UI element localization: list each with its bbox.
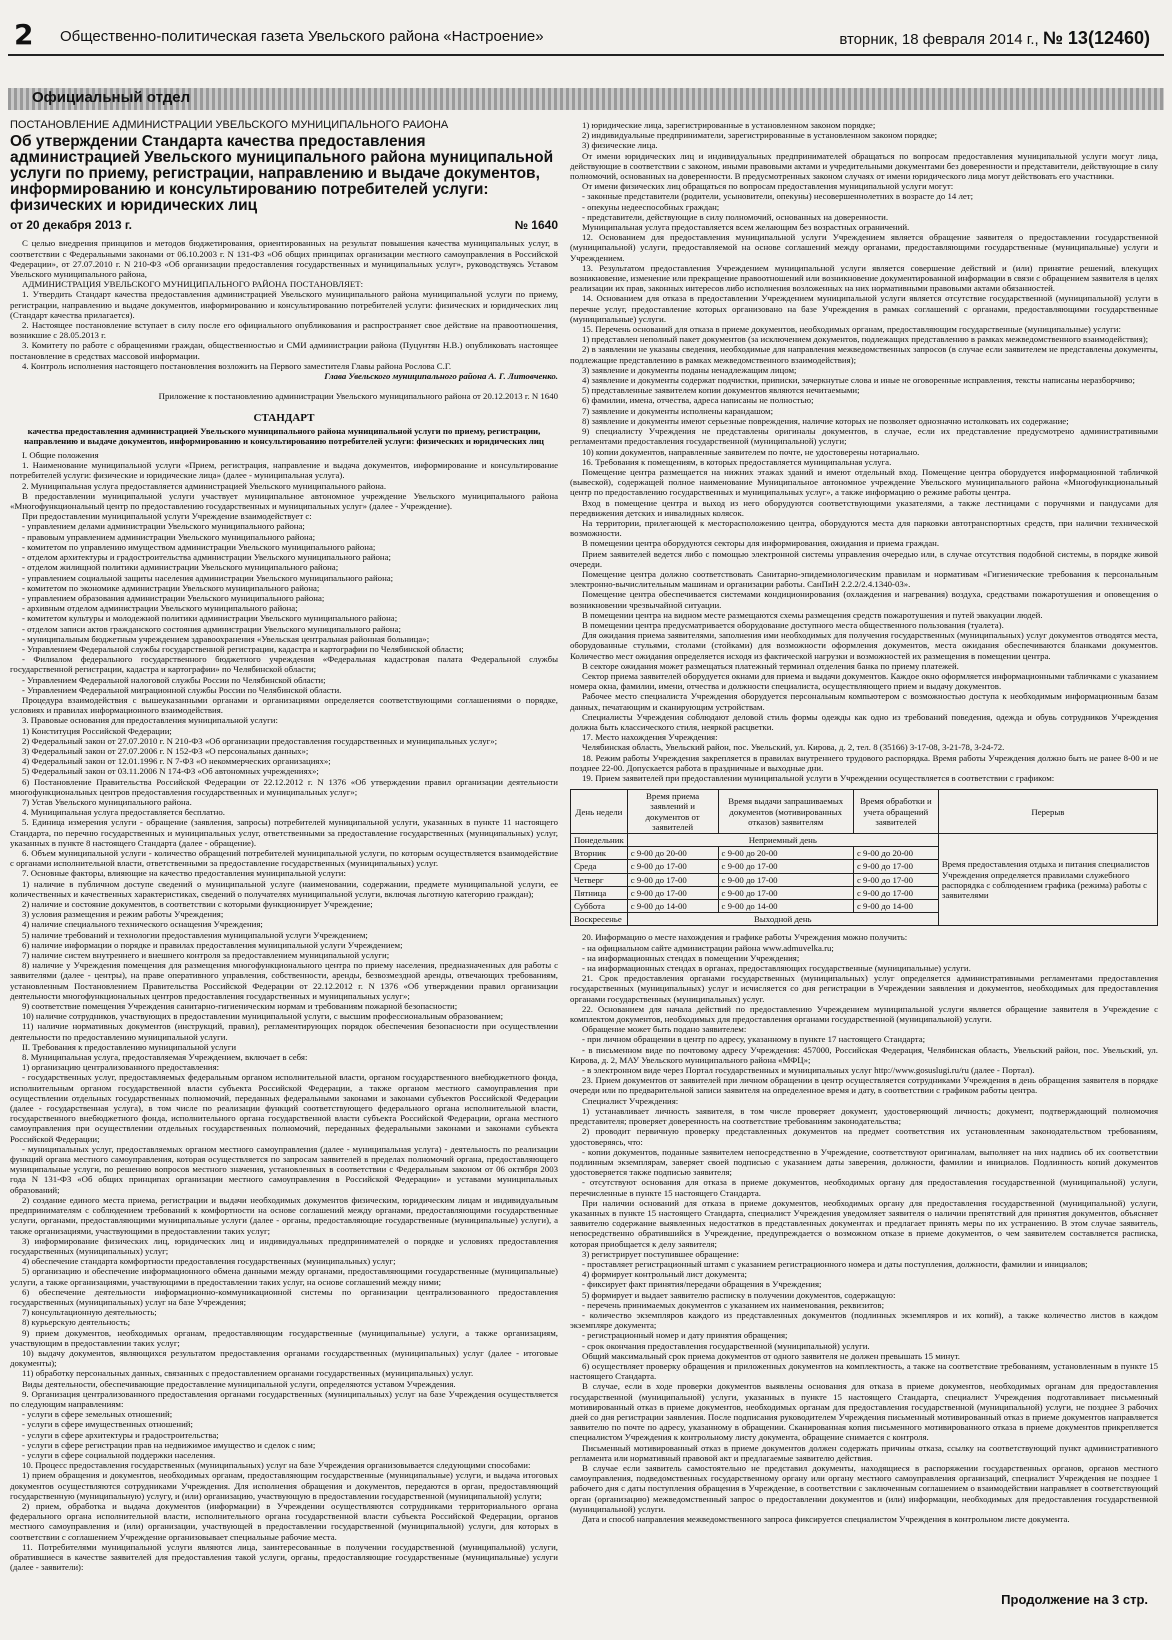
paragraph: От имени физических лиц обращаться по вопросам предоставления муниципальной услуги могут: — [582, 181, 954, 192]
paragraph: I. Общие положения — [22, 450, 99, 461]
paragraph: 8. Муниципальная услуга, предоставляемая Учреждением, включает в себя: — [22, 1052, 308, 1063]
paragraph: 6) фамилии, имена, отчества, адреса написаны не полностью; — [582, 395, 814, 406]
schedule-time-cell: с 9-00 до 17-00 — [718, 886, 853, 899]
paragraph: - услуги в сфере земельных отношений; — [22, 1409, 173, 1420]
paragraph: Вход в помещение центра и выход из него оборудуются соответствующими указателями, а также лестницами с поручнями и пандусами для передвижения детских и инвалидных колясок. — [570, 497, 1158, 518]
paragraph: - регистрационный номер и дату принятия обращения; — [582, 1330, 788, 1341]
schedule-body — [571, 834, 1158, 926]
paragraph: Письменный мотивированный отказ в приеме документов должен содержать причины отказа, ссылку на соответствующий пункт административного регламента или нормативный правовой акт и предлагаемые заявителю действия. — [570, 1442, 1158, 1463]
decree-kicker: ПОСТАНОВЛЕНИЕ АДМИНИСТРАЦИИ УВЕЛЬСКОГО МУНИЦИПАЛЬНОГО РАЙОНА — [10, 120, 449, 131]
paragraph: - в электронном виде через Портал государственных и муниципальных услуг http://www.gosuslugi.ru/ru (далее - Портал). — [582, 1065, 1035, 1076]
paragraph: - правовым управлением администрации Увельского муниципального района; — [22, 531, 316, 542]
paragraph: Помещение центра обеспечивается системами кондиционирования (охлаждения и нагревания) воздуха, средствами пожаротушения и оповещения о возникновении чрезвычайной ситуации. — [570, 589, 1158, 610]
paragraph: 1) юридические лица, зарегистрированные в установленном законом порядке; — [582, 120, 876, 130]
paragraph: - на официальном сайте администрации района www.admuvelka.ru; — [582, 942, 834, 953]
section-band — [8, 88, 1164, 110]
paragraph: 1) организацию централизованного предоставления: — [22, 1062, 220, 1073]
paragraph: 23. Прием документов от заявителей при личном обращении в центр осуществляется сотрудниками Учреждения в день обращения заявителя в порядке очереди или по предварительной записи заявителя на определенное время и дату, в соответствии с графиком работы центра. — [570, 1075, 1158, 1096]
paragraph: 3) регистрирует поступившее обращение: — [582, 1248, 739, 1259]
schedule-time-cell: с 9-00 до 14-00 — [718, 900, 853, 913]
decree-paragraphs — [10, 238, 558, 371]
paragraph: Обращение может быть подано заявителем: — [582, 1024, 747, 1035]
paragraph: 9) соответствие помещения Учреждения санитарно-гигиеническим нормам и требованиям пожарной безопасности; — [22, 1001, 458, 1012]
schedule-time-cell: с 9-00 до 17-00 — [853, 860, 938, 873]
decree-date-line — [10, 218, 558, 233]
schedule-time-cell: с 9-00 до 17-00 — [627, 860, 718, 873]
schedule-note-cell: Неприемный день — [627, 834, 938, 847]
paragraph: 2) наличие и состояние документов, в соответствии с которыми функционирует Учреждение; — [22, 899, 373, 909]
paragraph: 20. Информацию о месте нахождения и графике работы Учреждения можно получить: — [582, 932, 908, 943]
paragraph: 12. Основанием для предоставления муниципальной услуги Учреждением является обращение заявителя о предоставлении государственной (муниципальной) услуги, предоставляемой на основе соглашений между органами, предоставляющими государственные (муниципальные) услуги и Учреждением. — [570, 232, 1158, 263]
paragraph: 3) условия размещения и режим работы Учреждения; — [22, 909, 224, 920]
schedule-break-cell: Время предоставления отдыха и питания специалистов Учреждения определяется правилами служебного распорядка с соблюдением графика (режима) работы с заявителями — [938, 834, 1157, 926]
paragraph: В помещении центра предусматривается оборудование доступного места общественного пользования (туалета). — [582, 619, 1004, 630]
schedule-header-day: День недели — [571, 790, 628, 834]
paragraph: 1) прием обращения и документов, необходимых органам, предоставляющим государственные (муниципальные) услуги, и выдача итоговых документов осуществляются сотрудниками Учреждения. Для исполнения обращения и документов, передаются в орган, предоставляющий государственную (муниципальную) услугу, и (или) организацию, участвующую в предоставлении государственной (муниципальной) услуги; — [10, 1470, 558, 1501]
paragraph: 8) наличие у Учреждения помещения для размещения многофункционального центра по приему населения, предназначенных для работы с заявителями (далее - центры), на праве оперативного управления, собственности, аренды, безвозмездной аренды, отвечающих требованиям, установленным Постановлением Правительства Российской Федерации от 22.12.2012 г. N 1376 «Об утверждении правил организации деятельности многофункциональных центров предоставления государственных и муниципальных услуг»; — [10, 960, 558, 1001]
paragraph: Виды деятельности, обеспечивающие предоставление муниципальной услуги, определяются уставом Учреждения. — [22, 1378, 456, 1389]
paragraph: 1) устанавливает личность заявителя, в том числе проверяет документ, удостоверяющий личность; документ, подтверждающий полномочия представителя; проверяет доверенность на соответствие требованиям законодательства; — [570, 1105, 1158, 1127]
schedule-day-cell: Среда — [571, 860, 628, 873]
paragraph: - Управлением Федеральной миграционной службы России по Челябинской области. — [22, 684, 342, 695]
paragraph: 1. Утвердить Стандарт качества предоставления администрацией Увельского муниципального района муниципальной услуги по приему, регистрации, направлению и выдаче документов, информированию и консультированию потребителей услуги: физических и юридических лиц (Стандарт качества прилагается). — [10, 289, 558, 320]
paragraph: 1. Наименование муниципальной услуги «Прием, регистрация, направление и выдача документов, информирование и консультирование потребителей услуги: физические и юридические лица» (далее - муниципальная услуга). — [10, 460, 558, 481]
paragraph: АДМИНИСТРАЦИЯ УВЕЛЬСКОГО МУНИЦИПАЛЬНОГО РАЙОНА ПОСТАНОВЛЯЕТ: — [22, 279, 364, 290]
paragraph: 2) Федеральный закон от 27.07.2010 г. N 210-ФЗ «Об организации предоставления государственных и муниципальных услуг»; — [22, 735, 498, 746]
paragraph: - количество экземпляров каждого из представленных документов (подлинных экземпляров и их копий), а также количество листов в каждом экземпляре документа; — [570, 1309, 1158, 1331]
paragraph: 5) формирует и выдает заявителю расписку в получении документов, содержащую: — [582, 1289, 896, 1300]
paragraph: - комитетом по управлению имуществом администрации Увельского муниципального района; — [22, 541, 376, 552]
paragraph: - Управлением Федеральной налоговой службы России по Челябинской области; — [22, 674, 326, 685]
schedule-day-cell: Вторник — [571, 847, 628, 860]
continued-note: Продолжение на 3 стр. — [1001, 1592, 1148, 1607]
page-header — [8, 14, 1164, 56]
appendix-note: Приложение к постановлению администрации Увельского муниципального района от 20.12.2013 г. N 1640 — [158, 391, 558, 402]
paragraph: 9. Организация централизованного предоставления органами государственных (муниципальных) услуг на базе Учреждения осуществляется по следующим направлениям: — [10, 1388, 558, 1409]
paragraph: - государственных услуг, предоставляемых федеральным органом исполнительной власти, органом государственного внебюджетного фонда, исполнительным органом государственной власти субъекта Российской Федерации, а также органом местного самоуправления при осуществлении отдельных государственных полномочий, переданных федеральными законами и законами субъектов Российской Федерации (далее - государственная услуга), в том числе по реализации функций соответствующего федерального органа исполнительной власти, государственного внебюджетного фонда, исполнительного органа государственной власти субъекта Российской Федерации, органа местного самоуправления при осуществлении отдельных государственных полномочий, переданных федеральными законами и законами субъекта Российской Федерации; — [10, 1072, 558, 1144]
issue-info — [839, 28, 1150, 49]
schedule-day-cell: Понедельник — [571, 834, 628, 847]
decree-number: № 1640 — [514, 218, 558, 233]
schedule-time-cell: с 9-00 до 20-00 — [718, 847, 853, 860]
paragraph: Специалист Учреждения: — [582, 1095, 679, 1106]
paragraph: - на информационных стендах в помещении Учреждения; — [582, 952, 800, 963]
paragraph: 19. Прием заявителей при предоставлении муниципальной услуги в Учреждении осуществляется в соответствии с графиком: — [582, 773, 1055, 783]
paragraph: 3. Правовые основания для предоставления муниципальной услуги: — [22, 715, 278, 726]
paragraph: - законные представители (родители, усыновители, опекуны) несовершеннолетних в возрасте до 14 лет; — [582, 191, 974, 202]
paragraph: Челябинская область, Увельский район, пос. Увельский, ул. Кирова, д. 2, тел. 8 (35166) 3-17-08, 3-21-78, 3-24-72. — [582, 742, 1005, 753]
paragraph: - отделом архитектуры и градостроительства администрации Увельского муниципального района; — [22, 552, 391, 563]
paragraph: 10. Процесс предоставления государственных (муниципальных) услуг на базе Учреждения организовывается следующими способами: — [22, 1460, 531, 1471]
paragraph: 1) представлен неполный пакет документов (за исключением документов, подлежащих представлению в рамках межведомственного взаимодействия); — [582, 334, 1149, 345]
paragraph: - опекуны недееспособных граждан; — [582, 201, 720, 212]
paragraph: Помещение центра размещается на нижних этажах зданий и имеют отдельный вход. Помещение центра оборудуется информационной табличкой (вывеской), содержащей полное наименование Муниципальное автономное учреждение Увельского муниципального района «Многофункциональный центр по предоставлению государственных и муниципальных услуг», а также информацию о режиме работы центра. — [570, 466, 1158, 498]
paragraph: 6) наличие информации о порядке и правилах предоставления муниципальной услуги Учреждением; — [22, 939, 403, 950]
schedule-time-cell: с 9-00 до 14-00 — [853, 900, 938, 913]
paragraph: 9) прием документов, необходимых органам, предоставляющим государственные (муниципальные) услуги, а также организациям, участвующим в предоставлении таких услуг; — [10, 1327, 558, 1348]
paragraph: 4) наличие специального технического оснащения Учреждения; — [22, 919, 263, 930]
paragraph: В случае если заявитель самостоятельно не представил документы, находящиеся в распоряжении государственных органов, органов местного самоуправления, подведомственных государственному органу или органу местного самоуправления организаций, специалист Учреждения не позднее 1 рабочего дня с даты поступления обращения в Учреждение, в соответствии с заключенным соглашением о взаимодействии направляет в соответствующий орган (организацию) межведомственный запрос о предоставлении документов и (или) информации, необходимых для предоставления государственной (муниципальной) услуги. — [570, 1463, 1158, 1514]
paragraph: Рабочее место специалиста Учреждения оборудуется персональным компьютером с возможностью доступа к необходимым информационным базам данных, печатающим и сканирующим устройствам. — [570, 691, 1158, 712]
paragraph: 18. Режим работы Учреждения закрепляется в правилах внутреннего трудового распорядка. Время работы Учреждения должно быть не ранее 8-00 и не позднее 22-00. Допускается работа в праздничные и выходные дни. — [570, 752, 1158, 773]
paragraph: 3) заявление и документы поданы ненадлежащим лицом; — [582, 364, 797, 375]
paragraph: - копии документов, поданные заявителем непосредственно в Учреждение, соответствуют оригиналам, выполняет на них надпись об их соответствии подлинным экземплярам, заверяет своей подписью с указанием даты заверения, должности, фамилии и инициалов. Подлинность копий документов удостоверяется также подписью заявителя; — [570, 1146, 1158, 1178]
paragraph: - управлением образования администрации Увельского муниципального района; — [22, 592, 325, 603]
paragraph: - в письменном виде по почтовому адресу Учреждения: 457000, Российская Федерация, Челябинская область, Увельский район, пос. Увельский, ул. Кирова, д. 2, МАУ Увельского муниципального района «МФЦ»; — [570, 1044, 1158, 1065]
paragraph: 9) специалисту Учреждения не представлены оригиналы документов, в случае, если их представление предусмотрено административными регламентами предоставления государственной (муниципальной) услуги; — [570, 426, 1158, 447]
paragraph: Специалисты Учреждения соблюдают деловой стиль формы одежды как одно из требований поведения, одежда и обувь сотрудников Учреждения должна быть классического стиля, неяркой расцветки. — [570, 711, 1158, 732]
paragraph: 5) Федеральный закон от 03.11.2006 N 174-ФЗ «Об автономных учреждениях»; — [22, 766, 319, 777]
paragraph: 2) прием, обработка и выдача документов (информации) в Учреждении осуществляются сотрудниками территориального органа федерального органа исполнительной власти, исполнительного органа государственной власти субъекта Российской Федерации, органов местного самоуправления и (или) организации, участвующей в предоставлении государственной (муниципальной) услуги, для которых в соответствии с соглашением Учреждение организовывает специальные рабочие места. — [10, 1500, 558, 1542]
schedule-header-issue: Время выдачи запрашиваемых документов (мотивированных отказов) заявителям — [718, 790, 853, 834]
schedule-header-processing: Время обработки и учета обращений заявителей — [853, 790, 938, 834]
paragraph: 10) копии документов, направленные заявителем по почте, не удостоверены нотариально. — [582, 446, 920, 457]
paragraph: 4) обеспечение стандарта комфортности предоставления государственных (муниципальных) услуг; — [22, 1256, 396, 1267]
paragraph: 3) Федеральный закон от 27.07.2006 г. N 152-ФЗ «О персональных данных»; — [22, 745, 309, 756]
paragraph: - комитетом культуры и молодежной политики администрации Увельского муниципального района; — [22, 613, 398, 624]
paragraph: - архивным отделом администрации Увельского муниципального района; — [22, 603, 298, 614]
decree-date: от 20 декабря 2013 г. — [10, 218, 132, 233]
table-row — [571, 834, 1158, 847]
paragraph: 6) обеспечение деятельности информационно-коммуникационной системы по организации централизованного предоставления государственных (муниципальных) услуг на базе Учреждения; — [10, 1286, 558, 1307]
paragraph: - муниципальных услуг, предоставляемых органом местного самоуправления (далее - муниципальная услуга) - деятельность по реализации функций органа местного самоуправления, которая осуществляется по запросам заявителей в пределах полномочий органа, предоставляющего муниципальные услуги, по решению вопросов местного значения, установленных в соответствии с Федеральным законом от 06 октября 2003 года N 131-ФЗ «Об общих принципах организации местного самоуправления в Российской Федерации» и уставами муниципальных образований; — [10, 1143, 558, 1195]
paragraph: - услуги в сфере социальной поддержки населения. — [22, 1449, 216, 1460]
schedule-time-cell: с 9-00 до 17-00 — [853, 873, 938, 886]
right-column — [570, 120, 1158, 1620]
paragraph: 7) заявление и документы исполнены карандашом; — [582, 405, 774, 416]
paragraph: 5) наличие требований и технологии предоставления муниципальной услуги Учреждением; — [22, 929, 368, 940]
paragraph: 4) заявление и документы содержат подчистки, приписки, зачеркнутые слова и иные не оговоренные исправления, тексты написаны неразборчиво; — [582, 375, 1135, 386]
paragraph: 2) индивидуальные предприниматели, зарегистрированные в установленном законом порядке; — [582, 130, 938, 141]
schedule-time-cell: с 9-00 до 17-00 — [627, 886, 718, 899]
page-number: 2 — [14, 18, 34, 51]
issue-date: вторник, 18 февраля 2014 г., — [839, 31, 1039, 48]
paragraph: В случае, если в ходе проверки документов выявлены основания для отказа в приеме документов, необходимых органам для предоставления государственной (муниципальной) услуги, указанных в пункте 15 настоящего Стандарта, специалист Учреждения подготавливает письменный мотивированный отказ в приеме документов, необходимых органам для предоставления государственной (муниципальной) услуги, не позднее 3 рабочих дней со дня регистрации заявления. После подписания руководителем Учреждения письменный мотивированный отказ в приеме документов направляется заявителю по почте по адресу, указанному в обращении. Сканированная копия письменного мотивированного отказа в приеме документов прикрепляется специалистом Учреждения к контрольному листу документа, обращение снимается с контроля. — [570, 1381, 1158, 1443]
schedule-table — [570, 789, 1158, 926]
section-title: Официальный отдел — [32, 89, 191, 106]
paragraph: 11) обработку персональных данных, связанных с предоставлением органами государственных (муниципальных) услуг. — [22, 1368, 474, 1379]
paragraph: - при личном обращении в центр по адресу, указанному в пункте 17 настоящего Стандарта; — [582, 1034, 926, 1045]
paragraph: 4) формирует контрольный лист документа; — [582, 1269, 748, 1280]
paragraph: - Управлением Федеральной службы государственной регистрации, кадастра и картографии по Челябинской области; — [22, 643, 464, 654]
paragraph: 10) наличие сотрудников, участвующих в предоставлении муниципальной услуги, с высшим профессиональным образованием; — [22, 1011, 504, 1022]
paragraph: 11. Потребителями муниципальной услуги являются лица, заинтересованные в получении государственной (муниципальной) услуги, обратившиеся в качестве заявителей для предоставления такой услуги, органы, предоставляющие государственные (муниципальные) услуги (далее - заявители): — [10, 1541, 558, 1573]
paragraph: 2) проводит первичную проверку представленных документов на предмет соответствия их установленным законодательством требованиям, удостоверяясь, что: — [570, 1126, 1158, 1147]
paragraph: 2) создание единого места приема, регистрации и выдачи необходимых документов физическим, юридическим лицам и индивидуальным предпринимателям с соблюдением требований к комфортности на основе соглашений между органами, предоставляющими государственные услуги, органами, предоставляющими муниципальные услуги (далее - органы, предоставляющие государственные (муниципальные) услуги), а также организациями, участвующими в предоставлении таких услуг; — [10, 1194, 558, 1236]
paragraph: - срок окончания предоставления государственной (муниципальной) услуги. — [582, 1340, 870, 1351]
paragraph: 4. Муниципальная услуга предоставляется бесплатно. — [22, 807, 225, 818]
paragraph: В секторе ожидания может размещаться платежный терминал отделения банка по приему платежей. — [582, 660, 959, 671]
schedule-header-intake: Время приема заявлений и документов от заявителей — [627, 790, 718, 834]
paragraph: 13. Результатом предоставления Учреждением муниципальной услуги является совершение действий и (или) принятие решений, влекущих возникновение, изменение или прекращение правоотношений или возникновение документированной информации в связи с обращением заявителя в целях реализации их прав, законных интересов либо исполнения возложенных на них нормативными правовыми актами обязанностей. — [570, 262, 1158, 294]
schedule-time-cell: с 9-00 до 17-00 — [627, 873, 718, 886]
decree-signer: Глава Увельского муниципального района А. Г. Литовченко. — [324, 371, 558, 382]
paragraph: На территории, прилегающей к месторасположению центра, оборудуются места для парковки автотранспортных средств, при наличии технической возможности. — [570, 517, 1158, 539]
paragraph: - услуги в сфере архитектуры и градостроительства; — [22, 1429, 219, 1440]
paragraph: Процедура взаимодействия с вышеуказанными органами и организациями определяется соответствующими соглашениями о порядке, условиях и правилах информационного взаимодействия. — [10, 694, 558, 716]
paragraph: 2. Настоящее постановление вступает в силу после его официального опубликования и распространяет свое действие на правоотношения, возникшие с 28.05.2013 г. — [10, 320, 558, 341]
paragraph: 6. Объем муниципальной услуги - количество обращений потребителей муниципальной услуги, по которым осуществляется взаимодействие с органами исполнительной власти, ответственными за предоставление государственных (муниципальных) услуг. — [10, 847, 558, 869]
schedule-time-cell: с 9-00 до 17-00 — [853, 886, 938, 899]
schedule-time-cell: с 9-00 до 14-00 — [627, 900, 718, 913]
paragraph: Муниципальная услуга предоставляется всем желающим без возрастных ограничений. — [582, 222, 910, 233]
paragraph: С целью внедрения принципов и методов бюджетирования, ориентированных на результат повышения качества муниципальных услуг, в соответствии с Федеральными законами от 06.10.2003 г. N 131-ФЗ «Об общих принципах организации местного самоуправления в Российской Федерации», от 27.07.2010 г. N 210-ФЗ «Об организации предоставления государственных и муниципальных услуг», руководствуясь Уставом Увельского муниципального района, — [10, 238, 558, 280]
paragraph: 15. Перечень оснований для отказа в приеме документов, необходимых органам, предоставляющим государственные (муниципальные) услуги: — [582, 324, 1121, 335]
paragraph: Дата и способ направления межведомственного запроса фиксируется специалистом Учреждения в контрольном листе документа. — [582, 1514, 1070, 1525]
paragraph: 4) Федеральный закон от 12.01.1996 г. N 7-ФЗ «О некоммерческих организациях»; — [22, 756, 331, 767]
paragraph: 16. Требования к помещениям, в которых предоставляется муниципальная услуга. — [582, 456, 892, 467]
paragraph: - услуги в сфере имущественных отношений; — [22, 1419, 193, 1430]
paragraph: 3) физические лица. — [582, 140, 658, 151]
standard-title: СТАНДАРТ — [253, 412, 315, 425]
paragraph: - муниципальным бюджетным учреждением здравоохранения «Увельская центральная районная больница»; — [22, 633, 430, 644]
paragraph: - услуги в сфере регистрации прав на недвижимое имущество и сделок с ним; — [22, 1439, 316, 1450]
paragraph: При наличии оснований для отказа в приеме документов, необходимых органу для предоставления государственной (муниципальной) услуги, указанных в пункте 15 настоящего Стандарта, специалист Учреждения уведомляет заявителя о наличии препятствий для принятия документов, объясняет заявителю содержание выявленных недостатков в представленных документах и предлагает принять меры по их устранению. В этом случае заявитель, непосредственно обратившийся в Учреждение, предупреждается о возможном отказе в приеме документов, о чем заявителем составляется расписка, которая приобщается к делу заявителя; — [570, 1197, 1158, 1249]
paragraph: 3) информирование физических лиц, юридических лиц и индивидуальных предпринимателей о порядке и условиях предоставления государственных (муниципальных) услуг; — [10, 1235, 558, 1256]
standard-body-continued — [570, 120, 1158, 783]
paragraph: 2) в заявлении не указаны сведения, необходимые для направления межведомственных запросов (в случае если заявителем не представлены документы, подлежащие представлению в рамках межведомственного взаимодействия); — [570, 344, 1158, 365]
paragraph: 1) Конституция Российской Федерации; — [22, 725, 172, 736]
paragraph: В помещении центра оборудуются секторы для информирования, ожидания и приема граждан. — [582, 538, 940, 549]
paragraph: 17. Место нахождения Учреждения: — [582, 732, 718, 743]
paragraph: 1) наличие в публичном доступе сведений о муниципальной услуге (наименовании, содержании, предмете муниципальной услуги, ее количественных и качественных характеристиках, сведений о получателях муниципальной услуги, включая льготную категорию граждан); — [10, 878, 558, 899]
paragraph: 7) наличие систем внутреннего и внешнего контроля за предоставлением муниципальной услуги; — [22, 950, 390, 961]
paragraph: 7. Основные факторы, влияющие на качество предоставления муниципальной услуги: — [22, 868, 346, 879]
paragraph: 7) консультационную деятельность; — [22, 1307, 157, 1318]
newspaper-name: Общественно-политическая газета Увельского района «Настроение» — [60, 28, 544, 45]
schedule-header-row — [571, 790, 1158, 834]
issue-number: № 13(12460) — [1042, 28, 1150, 48]
paragraph: Для ожидания приема заявителями, заполнения ими необходимых для получения государственных (муниципальных) услуг документов отводятся места, оборудованные стульями, столами (стойками) для возможности оформления документов, места ожидания обеспечиваются бланками документов. Количество мест ожидания определяется исходя из фактической нагрузки и возможностей их размещения в помещении центра. — [570, 630, 1158, 661]
paragraph: 14. Основанием для отказа в предоставлении Учреждением муниципальной услуги является отсутствие государственной (муниципальной) услуги в перечне услуг, предоставление которых организовано на базе Учреждения в рамках соглашений с органами, предоставляющими государственные (муниципальные) услуги. — [570, 293, 1158, 324]
paragraph: 7) Устав Увельского муниципального района. — [22, 796, 192, 807]
standard-body-final — [570, 932, 1158, 1524]
paragraph: - управлением делами администрации Увельского муниципального района; — [22, 521, 305, 532]
paragraph: Прием заявителей ведется либо с помощью электронной системы управления очередью или, в случае отсутствия подобной системы, в порядке живой очереди. — [570, 548, 1158, 569]
schedule-day-cell: Пятница — [571, 886, 628, 899]
paragraph: Общий максимальный срок приема документов от одного заявителя не должен превышать 15 минут. — [582, 1350, 960, 1361]
paragraph: - отсутствуют основания для отказа в приеме документов, необходимых органу для предоставления государственной (муниципальной) услуги, перечисленные в пункте 15 настоящего Стандарта. — [570, 1177, 1158, 1198]
schedule-time-cell: с 9-00 до 20-00 — [627, 847, 718, 860]
paragraph: - отделом записи актов гражданского состояния администрации Увельского муниципального района; — [22, 623, 401, 634]
paragraph: - управлением социальной защиты населения администрации Увельского муниципального района; — [22, 572, 394, 583]
paragraph: В помещении центра на видном месте размещаются схемы размещения средств пожаротушения и путей эвакуации людей. — [582, 609, 1043, 620]
paragraph: 6) Постановление Правительства Российской Федерации от 22.12.2012 г. N 1376 «Об утверждении правил организации деятельности многофункциональных центров предоставления государственных и муниципальных услуг»; — [10, 776, 558, 797]
paragraph: - Филиалом федерального государственного бюджетного учреждения «Федеральная кадастровая палата Федеральной службы государственной регистрации, кадастра и картографии» по Челябинской области; — [10, 654, 558, 675]
schedule-day-cell: Воскресенье — [571, 913, 628, 926]
paragraph: - представители, действующие в силу полномочий, основанных на доверенности. — [582, 211, 889, 222]
paragraph: 11) наличие нормативных документов (инструкций, правил), регламентирующих порядок обеспечения безопасности при осуществлении деятельности по предоставлению муниципальной услуги. — [10, 1021, 558, 1042]
schedule-note-cell: Выходной день — [627, 913, 938, 926]
paragraph: Помещение центра должно соответствовать Санитарно-эпидемиологическим правилам и нормативам «Гигиенические требования к персональным электронно-вычислительным машинам и организации работы. СанПиН 2.2.2/2.4.1340-03». — [570, 568, 1158, 590]
schedule-day-cell: Суббота — [571, 900, 628, 913]
paragraph: 8) курьерскую деятельность; — [22, 1317, 131, 1328]
paragraph: Сектор приема заявителей оборудуется окнами для приема и выдачи документов. Каждое окно оформляется информационными табличками с указанием номера окна, фамилии, имени, отчества и должности специалиста, осуществляющего прием и выдачу документов. — [570, 670, 1158, 692]
paragraph: - комитетом по экономике администрации Увельского муниципального района; — [22, 582, 320, 593]
paragraph: - отделом жилищной политики администрации Увельского муниципального района; — [22, 562, 339, 573]
paragraph: 3. Комитету по работе с обращениями граждан, общественностью и СМИ администрации района (Пуцунтян Н.В.) опубликовать настоящее постановление в средствах массовой информации. — [10, 340, 558, 361]
paragraph: В предоставлении муниципальной услуги участвует муниципальное автономное учреждение Увельского муниципального района «Многофункциональный центр по предоставлению государственных и муниципальных услуг» (далее - Учреждение). — [10, 490, 558, 512]
paragraph: 22. Основанием для начала действий по предоставлению Учреждением муниципальной услуги является обращение заявителя в Учреждение с комплектом документов, необходимых для предоставления органами государственной (муниципальной) услуги. — [570, 1003, 1158, 1025]
paragraph: От имени юридических лиц и индивидуальных предпринимателей обращаться по вопросам предоставления муниципальной услуги могут лица, действующие в соответствии с законом, иными правовыми актами и учредительными документами без доверенности и представители, действующие в силу полномочий, основанных на доверенности. В предусмотренных законом случаях от имени юридического лица могут действовать его участники. — [570, 150, 1158, 182]
schedule-day-cell: Четверг — [571, 873, 628, 886]
paragraph: 5) представленные заявителем копии документов являются нечитаемыми; — [582, 385, 860, 396]
paragraph: - на информационных стендах в органах, предоставляющих государственные (муниципальные) услуги. — [582, 963, 971, 974]
paragraph: 2. Муниципальная услуга предоставляется администрацией Увельского муниципального района. — [22, 480, 387, 491]
paragraph: 5. Единица измерения услуги - обращение (заявления, запросы) потребителей муниципальной услуги, указанных в пункте 11 настоящего Стандарта, по перечню государственных и муниципальных услуг, ответственными за предоставление государственных (муниципальных) услуг, указанных в пункте 8 настоящего Стандарта (далее - обращение). — [10, 817, 558, 848]
paragraph: 10) выдачу документов, являющихся результатом предоставления органами государственных (муниципальных) услуг (далее - итоговые документы); — [10, 1347, 558, 1369]
paragraph: 21. Срок предоставления органами государственных (муниципальных) услуг определяется административными регламентами предоставления государственных (муниципальных) услуг и исчисляется со дня регистрации в Учреждении заявления и документов, необходимых для предоставления органами государственных (муниципальных) услуг. — [570, 973, 1158, 1004]
standard-subtitle: качества предоставления администрацией Увельского муниципального района муниципальной услуги по приему, регистрации, направлению и выдаче документов, информированию и консультированию потребителей услуги: физических и юридических лиц — [23, 425, 545, 446]
paragraph: - фиксирует факт принятия/передачи обращения в Учреждения; — [582, 1279, 822, 1290]
paragraph: 4. Контроль исполнения настоящего постановления возложить на Первого заместителя Главы района Рослова С.Г. — [22, 360, 452, 371]
schedule-time-cell: с 9-00 до 20-00 — [853, 847, 938, 860]
paragraph: 6) осуществляет проверку обращения и приложенных документов на комплектность, а также на соответствие требованиям, установленным в пункте 15 настоящего Стандарта. — [570, 1360, 1158, 1382]
paragraph: При предоставлении муниципальной услуги Учреждение взаимодействует с: — [22, 511, 312, 522]
schedule-header-break: Перерыв — [938, 790, 1157, 834]
left-column — [10, 120, 558, 1620]
paragraph: 5) организацию и обеспечение информационного обмена данными между органами, предоставляющими государственные (муниципальные) услуги, а также организациями, участвующими в предоставлении таких услуг, на основе соглашений между ними; — [10, 1266, 558, 1287]
paragraph: - проставляет регистрационный штамп с указанием регистрационного номера и даты поступления, должности, фамилии и инициалов; — [582, 1258, 1088, 1269]
paragraph: - перечень принимаемых документов с указанием их наименования, реквизитов; — [582, 1299, 885, 1310]
schedule-time-cell: с 9-00 до 17-00 — [718, 873, 853, 886]
schedule-time-cell: с 9-00 до 17-00 — [718, 860, 853, 873]
standard-body — [10, 450, 558, 1572]
paragraph: II. Требования к предоставлению муниципальной услуги — [22, 1041, 237, 1052]
paragraph: 8) заявление и документы имеют серьезные повреждения, наличие которых не позволяет однозначно истолковать их содержание; — [582, 415, 1069, 426]
decree-title: Об утверждении Стандарта качества предоставления администрацией Увельского муниципального района муниципальной услуги по приему, регистрации, направлению и выдаче документов, информированию и консультированию потребителей услуги: физических и юридических лиц — [10, 133, 554, 215]
